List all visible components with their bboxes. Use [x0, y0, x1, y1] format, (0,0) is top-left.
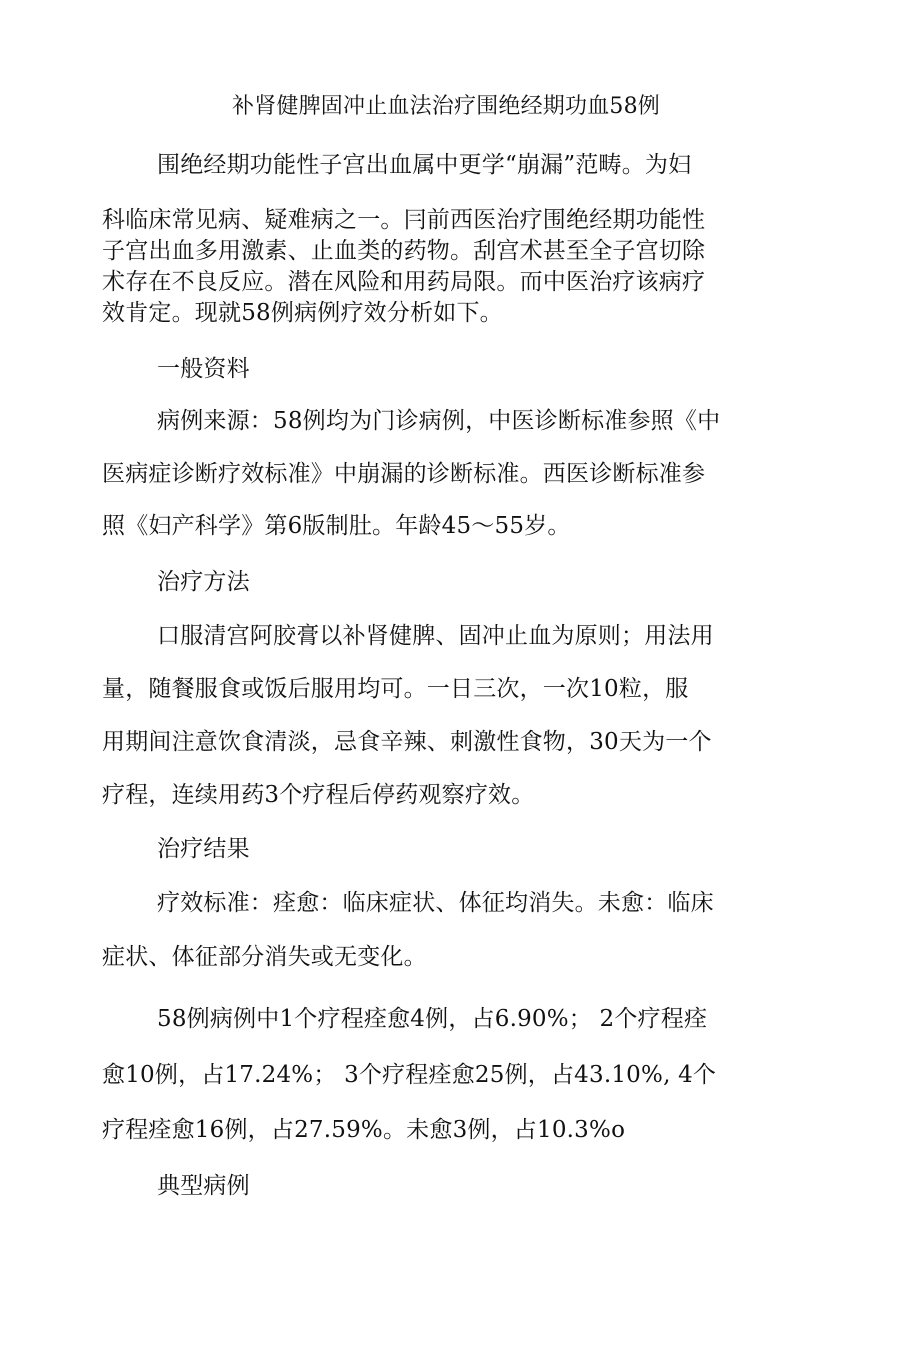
- intro-line-3: 子宫出血多用激素、止血类的药物。刮宫术甚至全子宫切除: [102, 238, 706, 264]
- method-line-4: 疗程，连续用药3个疗程后停药观察疗效。: [102, 782, 535, 808]
- general-line-1: 病例来源：58例均为门诊病例，中医诊断标准参照《中: [157, 408, 721, 434]
- intro-line-4: 术存在不良反应。潜在风险和用药局限。而中医治疗该病疗: [102, 269, 706, 295]
- intro-line-1: 围绝经期功能性子宫出血属中更学“崩漏”范畴。为妇: [157, 152, 692, 178]
- method-line-3: 用期间注意饮食清淡，忌食辛辣、刺激性食物，30天为一个: [102, 729, 712, 755]
- section-heading-method: 治疗方法: [157, 569, 250, 595]
- result-line-1: 58例病例中1个疗程痊愈4例，占6.90%； 2个疗程痊: [157, 1006, 708, 1032]
- general-line-2: 医病症诊断疗效标准》中崩漏的诊断标准。西医诊断标准参: [102, 461, 706, 487]
- method-line-1: 口服清宫阿胶膏以补肾健脾、固冲止血为原则；用法用: [157, 623, 714, 649]
- result-line-2: 愈10例，占17.24%； 3个疗程痊愈25例，占43.10%, 4个: [102, 1062, 717, 1088]
- result-line-3: 疗程痊愈16例，占27.59%。未愈3例，占10.3%o: [102, 1117, 626, 1143]
- method-line-2: 量，随餐服食或饭后服用均可。一日三次，一次10粒，服: [102, 676, 689, 702]
- section-heading-case: 典型病例: [157, 1173, 250, 1199]
- section-heading-result: 治疗结果: [157, 836, 250, 862]
- general-line-3: 照《妇产科学》第6版制肚。年龄45～55岁。: [102, 513, 571, 539]
- document-title: 补肾健脾固冲止血法治疗围绝经期功血58例: [232, 94, 660, 119]
- section-heading-general: 一般资料: [157, 356, 250, 382]
- intro-line-2: 科临床常见病、疑难病之一。冃前西医治疗围绝经期功能性: [102, 207, 706, 233]
- criteria-line-2: 症状、体征部分消失或无变化。: [102, 944, 427, 970]
- intro-line-5: 效肯定。现就58例病例疗效分析如下。: [102, 300, 503, 326]
- criteria-line-1: 疗效标准：痊愈：临床症状、体征均消失。未愈：临床: [157, 890, 714, 916]
